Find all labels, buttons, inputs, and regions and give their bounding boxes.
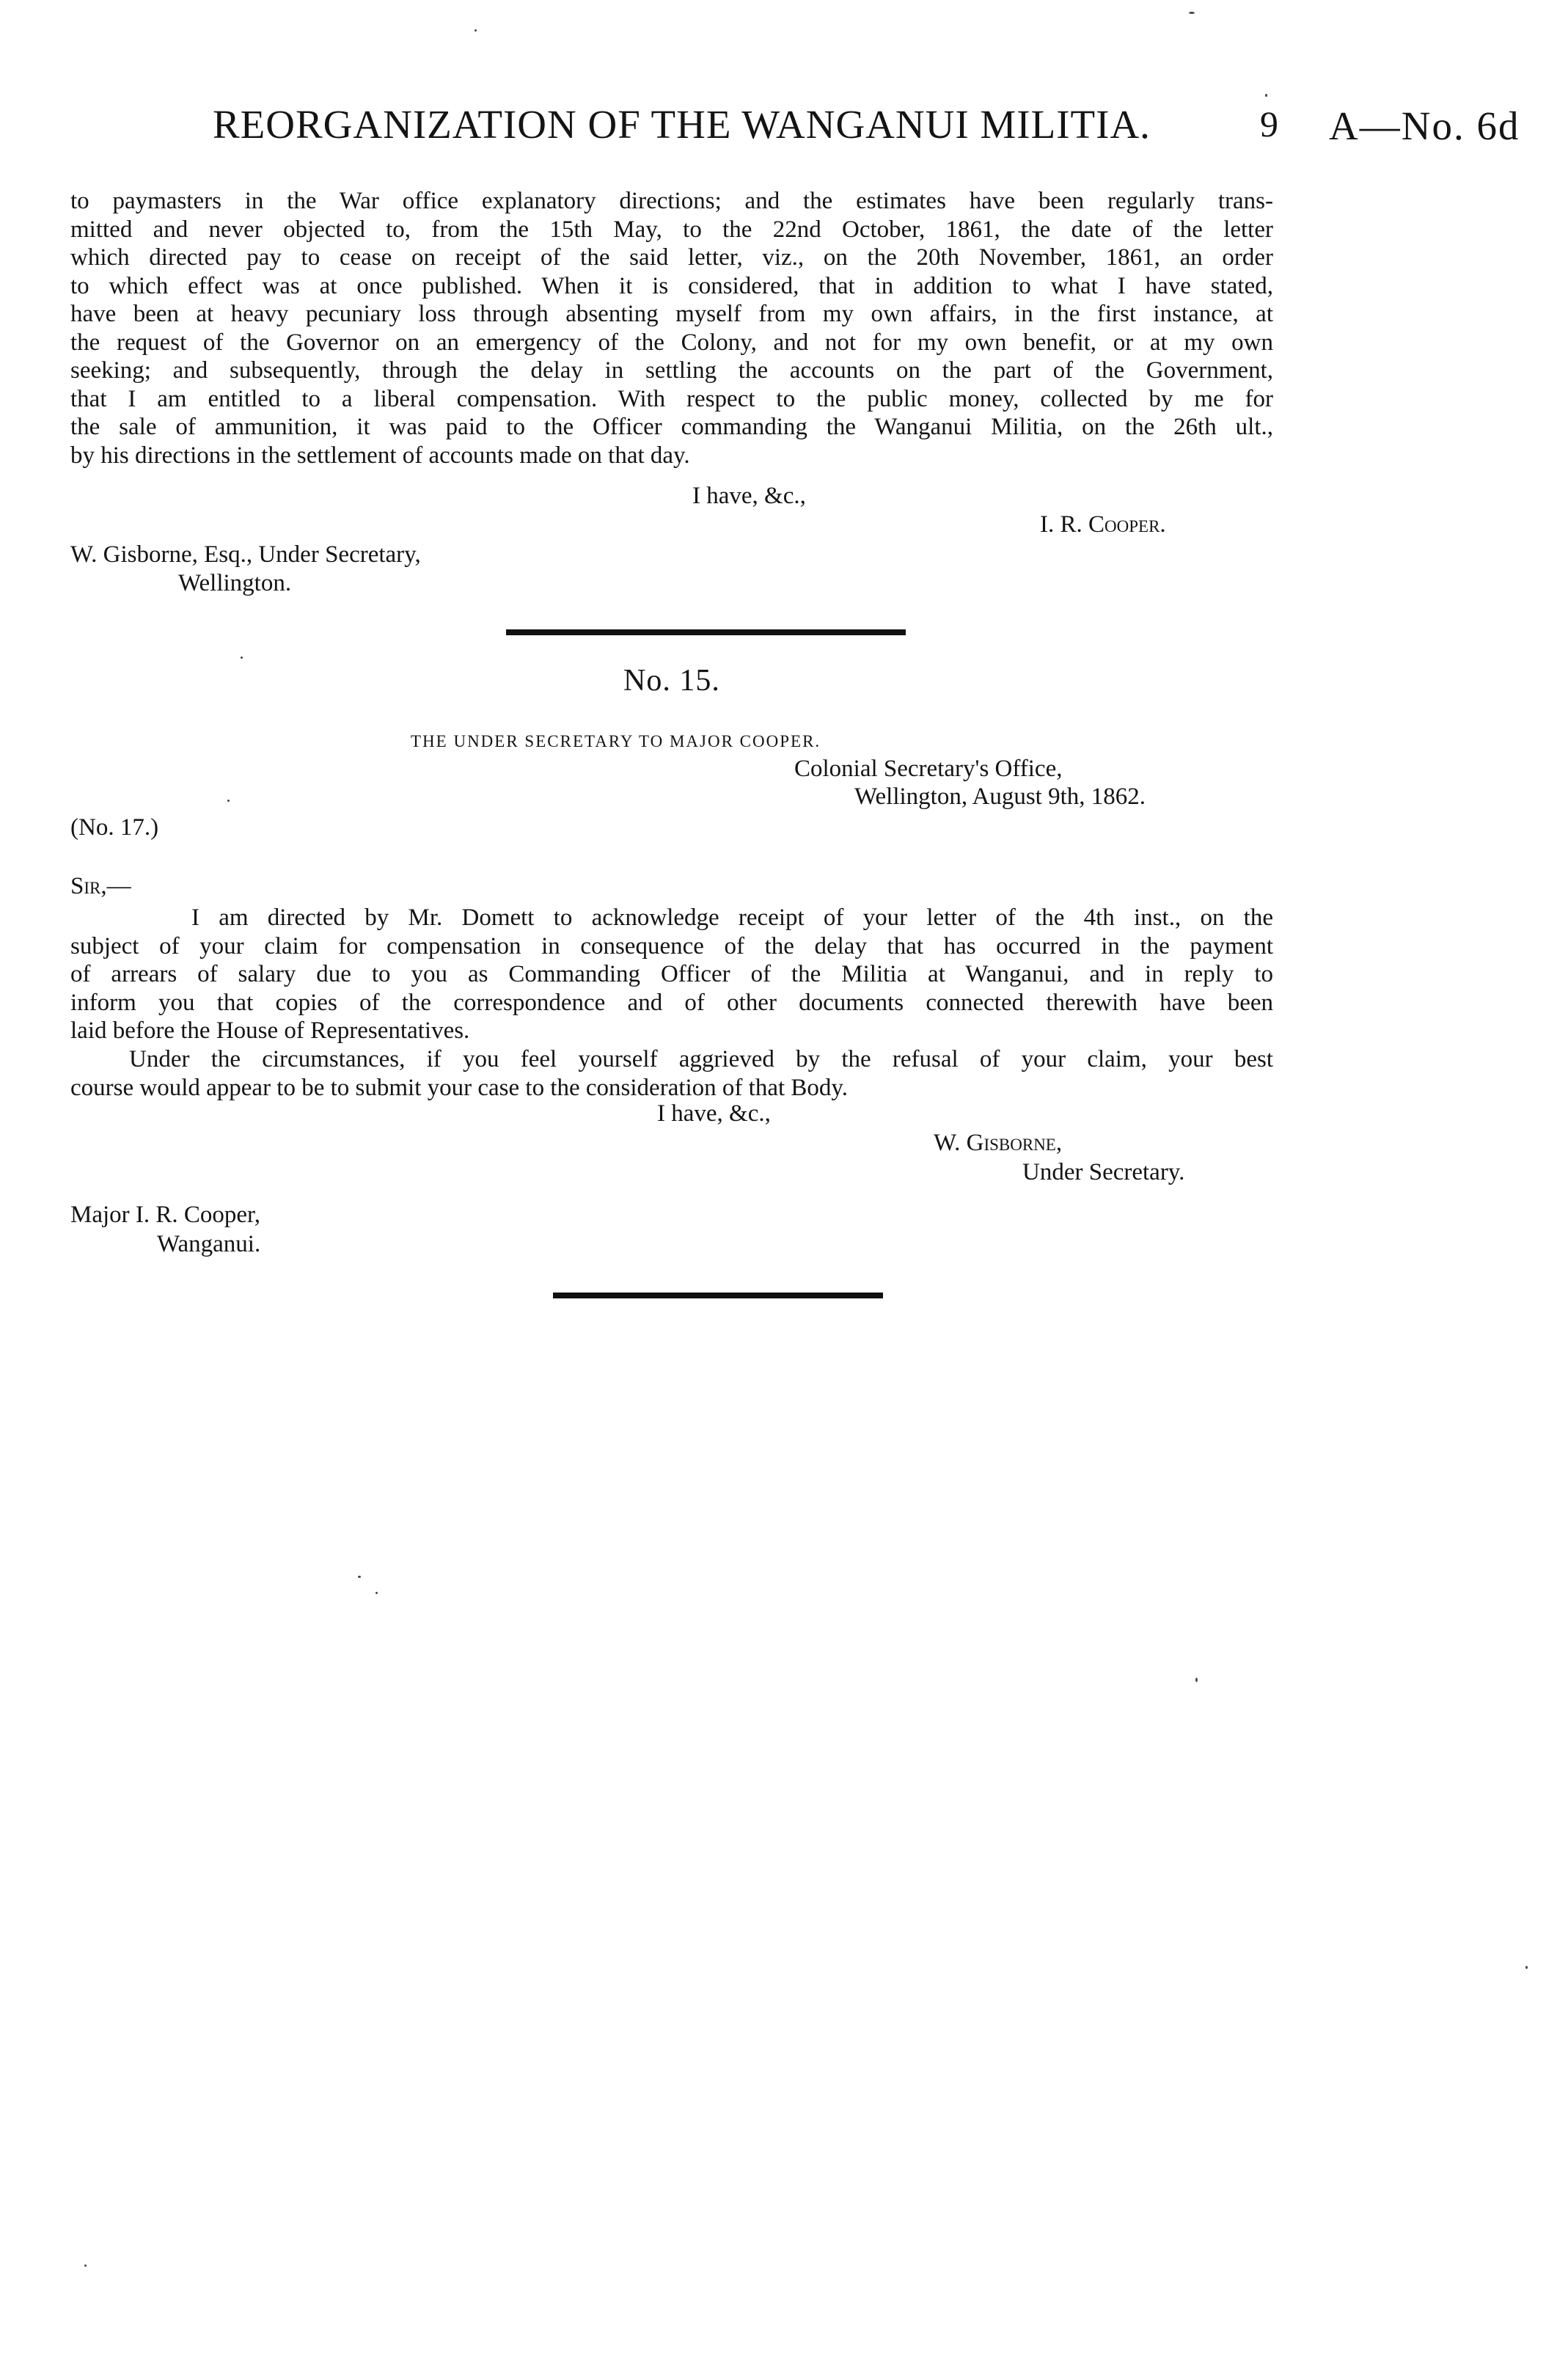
scan-speck (84, 2265, 87, 2267)
body-line: by his directions in the settlement of accounts made on that day. (70, 442, 690, 469)
page-number: 9 (1260, 103, 1278, 145)
body-line: the sale of ammunition, it was paid to the Officer commanding the Wanganui Militia, on the 26th ult., (70, 414, 1273, 440)
scan-speck (241, 657, 243, 659)
body-line: to paymasters in the War office explanatory directions; and the estimates have been regularly trans- (70, 188, 1273, 214)
scan-speck (227, 800, 230, 802)
document-reference (1329, 103, 1520, 149)
letter-heading: THE UNDER SECRETARY TO MAJOR COOPER. (411, 732, 821, 750)
letter-15-closing: I have, &c., (657, 1100, 771, 1127)
letter-15-signature-title: Under Secretary. (1022, 1159, 1185, 1185)
letter-15-paragraph-1 (70, 904, 1273, 1045)
section-divider (506, 629, 906, 635)
scan-speck (1265, 94, 1267, 97)
sender-office: Colonial Secretary's Office, (794, 756, 1063, 782)
letter-15-addressee: Major I. R. Cooper, (70, 1202, 260, 1228)
letter-14-body (70, 187, 1273, 469)
scan-speck (1525, 1966, 1528, 1969)
body-line: of arrears of salary due to you as Commanding Officer of the Militia at Wanganui, and in reply to (70, 961, 1273, 987)
body-line: I am directed by Mr. Domett to acknowledge receipt of your letter of the 4th inst., on the (191, 904, 1273, 931)
letter-14-addressee: W. Gisborne, Esq., Under Secretary, (70, 541, 421, 568)
body-line: that I am entitled to a liberal compensation. With respect to the public money, collected by me for (70, 385, 1273, 412)
scan-speck (1195, 1678, 1198, 1682)
scan-speck (375, 1592, 378, 1594)
body-line: Under the circumstances, if you feel yourself aggrieved by the refusal of your claim, your best (129, 1046, 1273, 1072)
letter-14-addressee-city: Wellington. (178, 570, 292, 596)
body-line: have been at heavy pecuniary loss through absenting myself from my own affairs, in the first instance, at (70, 301, 1273, 327)
letter-15-paragraph-2 (70, 1045, 1273, 1102)
running-header-title: REORGANIZATION OF THE WANGANUI MILITIA. (213, 102, 1151, 147)
place-and-date: Wellington, August 9th, 1862. (854, 783, 1146, 810)
body-line: seeking; and subsequently, through the delay in settling the accounts on the part of the Government, (70, 357, 1273, 384)
letter-15-signature: W. Gisborne, (934, 1130, 1063, 1156)
letter-15-addressee-city: Wanganui. (157, 1231, 261, 1257)
scan-speck (1189, 12, 1195, 14)
letter-14-closing: I have, &c., (692, 483, 806, 509)
body-line: subject of your claim for compensation in consequence of the delay that has occurred in the payment (70, 932, 1273, 959)
document-reference-text: A—No. 6d (1329, 103, 1520, 148)
body-line: the request of the Governor on an emergency of the Colony, and not for my own benefit, or at my own (70, 329, 1273, 356)
body-line: course would appear to be to submit your case to the consideration of that Body. (70, 1074, 849, 1101)
salutation: Sir,— (70, 873, 131, 899)
letter-number-title: No. 15. (623, 664, 720, 698)
body-line: laid before the House of Representatives. (70, 1017, 470, 1044)
scan-speck (475, 29, 477, 32)
scan-speck (358, 1576, 361, 1578)
section-divider (553, 1293, 883, 1298)
body-line: to which effect was at once published. When it is considered, that in addition to what I have stated, (70, 272, 1273, 299)
letter-14-signature: I. R. Cooper. (1040, 511, 1166, 538)
body-line: mitted and never objected to, from the 15th May, to the 22nd October, 1861, the date of the letter (70, 216, 1273, 243)
body-line: inform you that copies of the correspondence and of other documents connected therewith have been (70, 989, 1273, 1016)
letter-ref-number: (No. 17.) (70, 814, 159, 841)
body-line: which directed pay to cease on receipt of the said letter, viz., on the 20th November, 1861, an order (70, 244, 1273, 271)
